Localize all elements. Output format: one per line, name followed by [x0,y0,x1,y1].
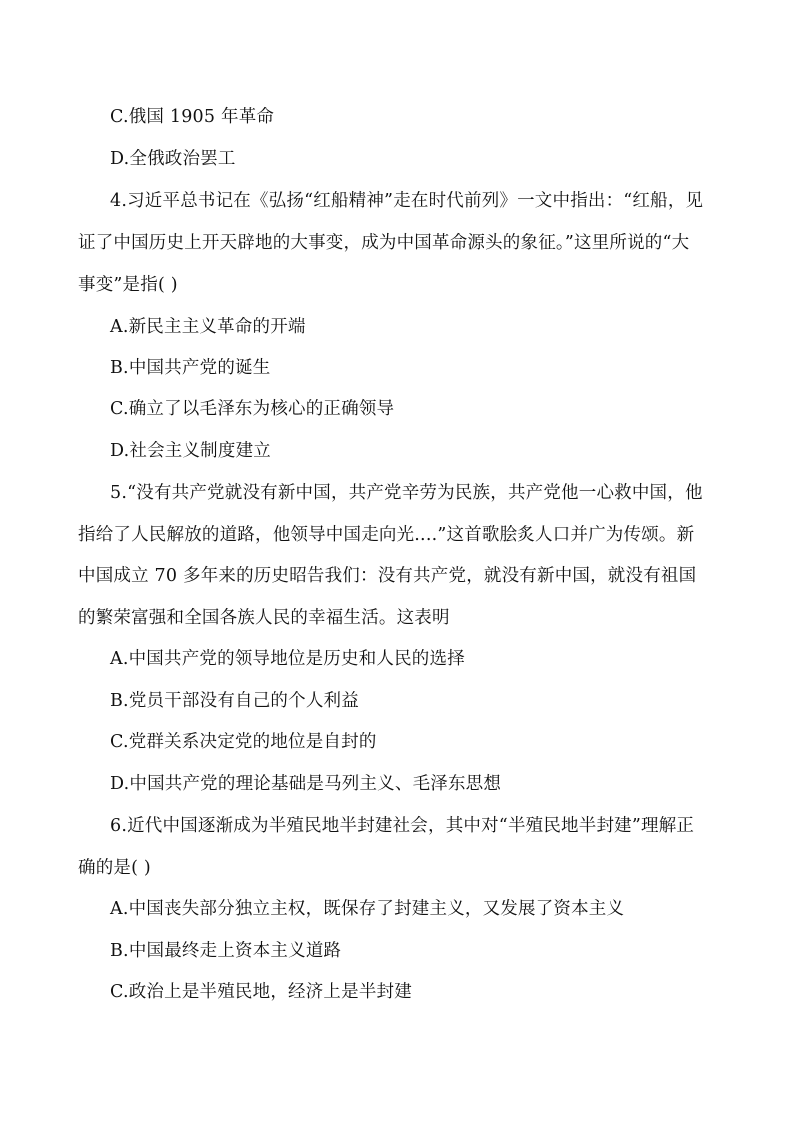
option-d-q4: D.社会主义制度建立 [110,441,271,461]
question-5-stem-line-3: 中国成立 70 多年来的历史昭告我们：没有共产党，就没有新中国，就没有祖国 [78,566,697,586]
option-d-q5: D.中国共产党的理论基础是马列主义、毛泽东思想 [110,774,502,794]
option-a-q5: A.中国共产党的领导地位是历史和人民的选择 [110,649,465,669]
option-a-q4: A.新民主主义革命的开端 [110,317,306,337]
option-b-q6: B.中国最终走上资本主义道路 [110,941,342,961]
option-a-q6: A.中国丧失部分独立主权，既保存了封建主义，又发展了资本主义 [110,899,625,919]
question-6-stem-line-1: 6.近代中国逐渐成为半殖民地半封建社会，其中对“半殖民地半封建”理解正 [110,816,695,836]
question-4-stem-line-1: 4.习近平总书记在《弘扬“红船精神”走在时代前列》一文中指出：“红船，见 [110,191,704,211]
option-c-q5: C.党群关系决定党的地位是自封的 [110,732,377,752]
question-4-stem-line-2: 证了中国历史上开天辟地的大事变，成为中国革命源头的象征。”这里所说的“大 [78,233,690,253]
question-5-stem-line-4: 的繁荣富强和全国各族人民的幸福生活。这表明 [78,608,450,628]
question-5-stem-line-2: 指给了人民解放的道路，他领导中国走向光....”这首歌脍炙人口并广为传颂。新 [78,525,695,545]
option-c-q3: C.俄国 1905 年革命 [110,107,275,127]
option-c-q4: C.确立了以毛泽东为核心的正确领导 [110,399,395,419]
option-d-q3: D.全俄政治罢工 [110,149,236,169]
option-c-q6: C.政治上是半殖民地，经济上是半封建 [110,982,412,1002]
option-b-q5: B.党员干部没有自己的个人利益 [110,691,359,711]
question-6-stem-line-2: 确的是( ) [78,858,151,878]
question-4-stem-line-3: 事变”是指( ) [78,275,178,295]
question-5-stem-line-1: 5.“没有共产党就没有新中国，共产党辛劳为民族，共产党他一心救中国，他 [110,483,703,503]
option-b-q4: B.中国共产党的诞生 [110,358,271,378]
